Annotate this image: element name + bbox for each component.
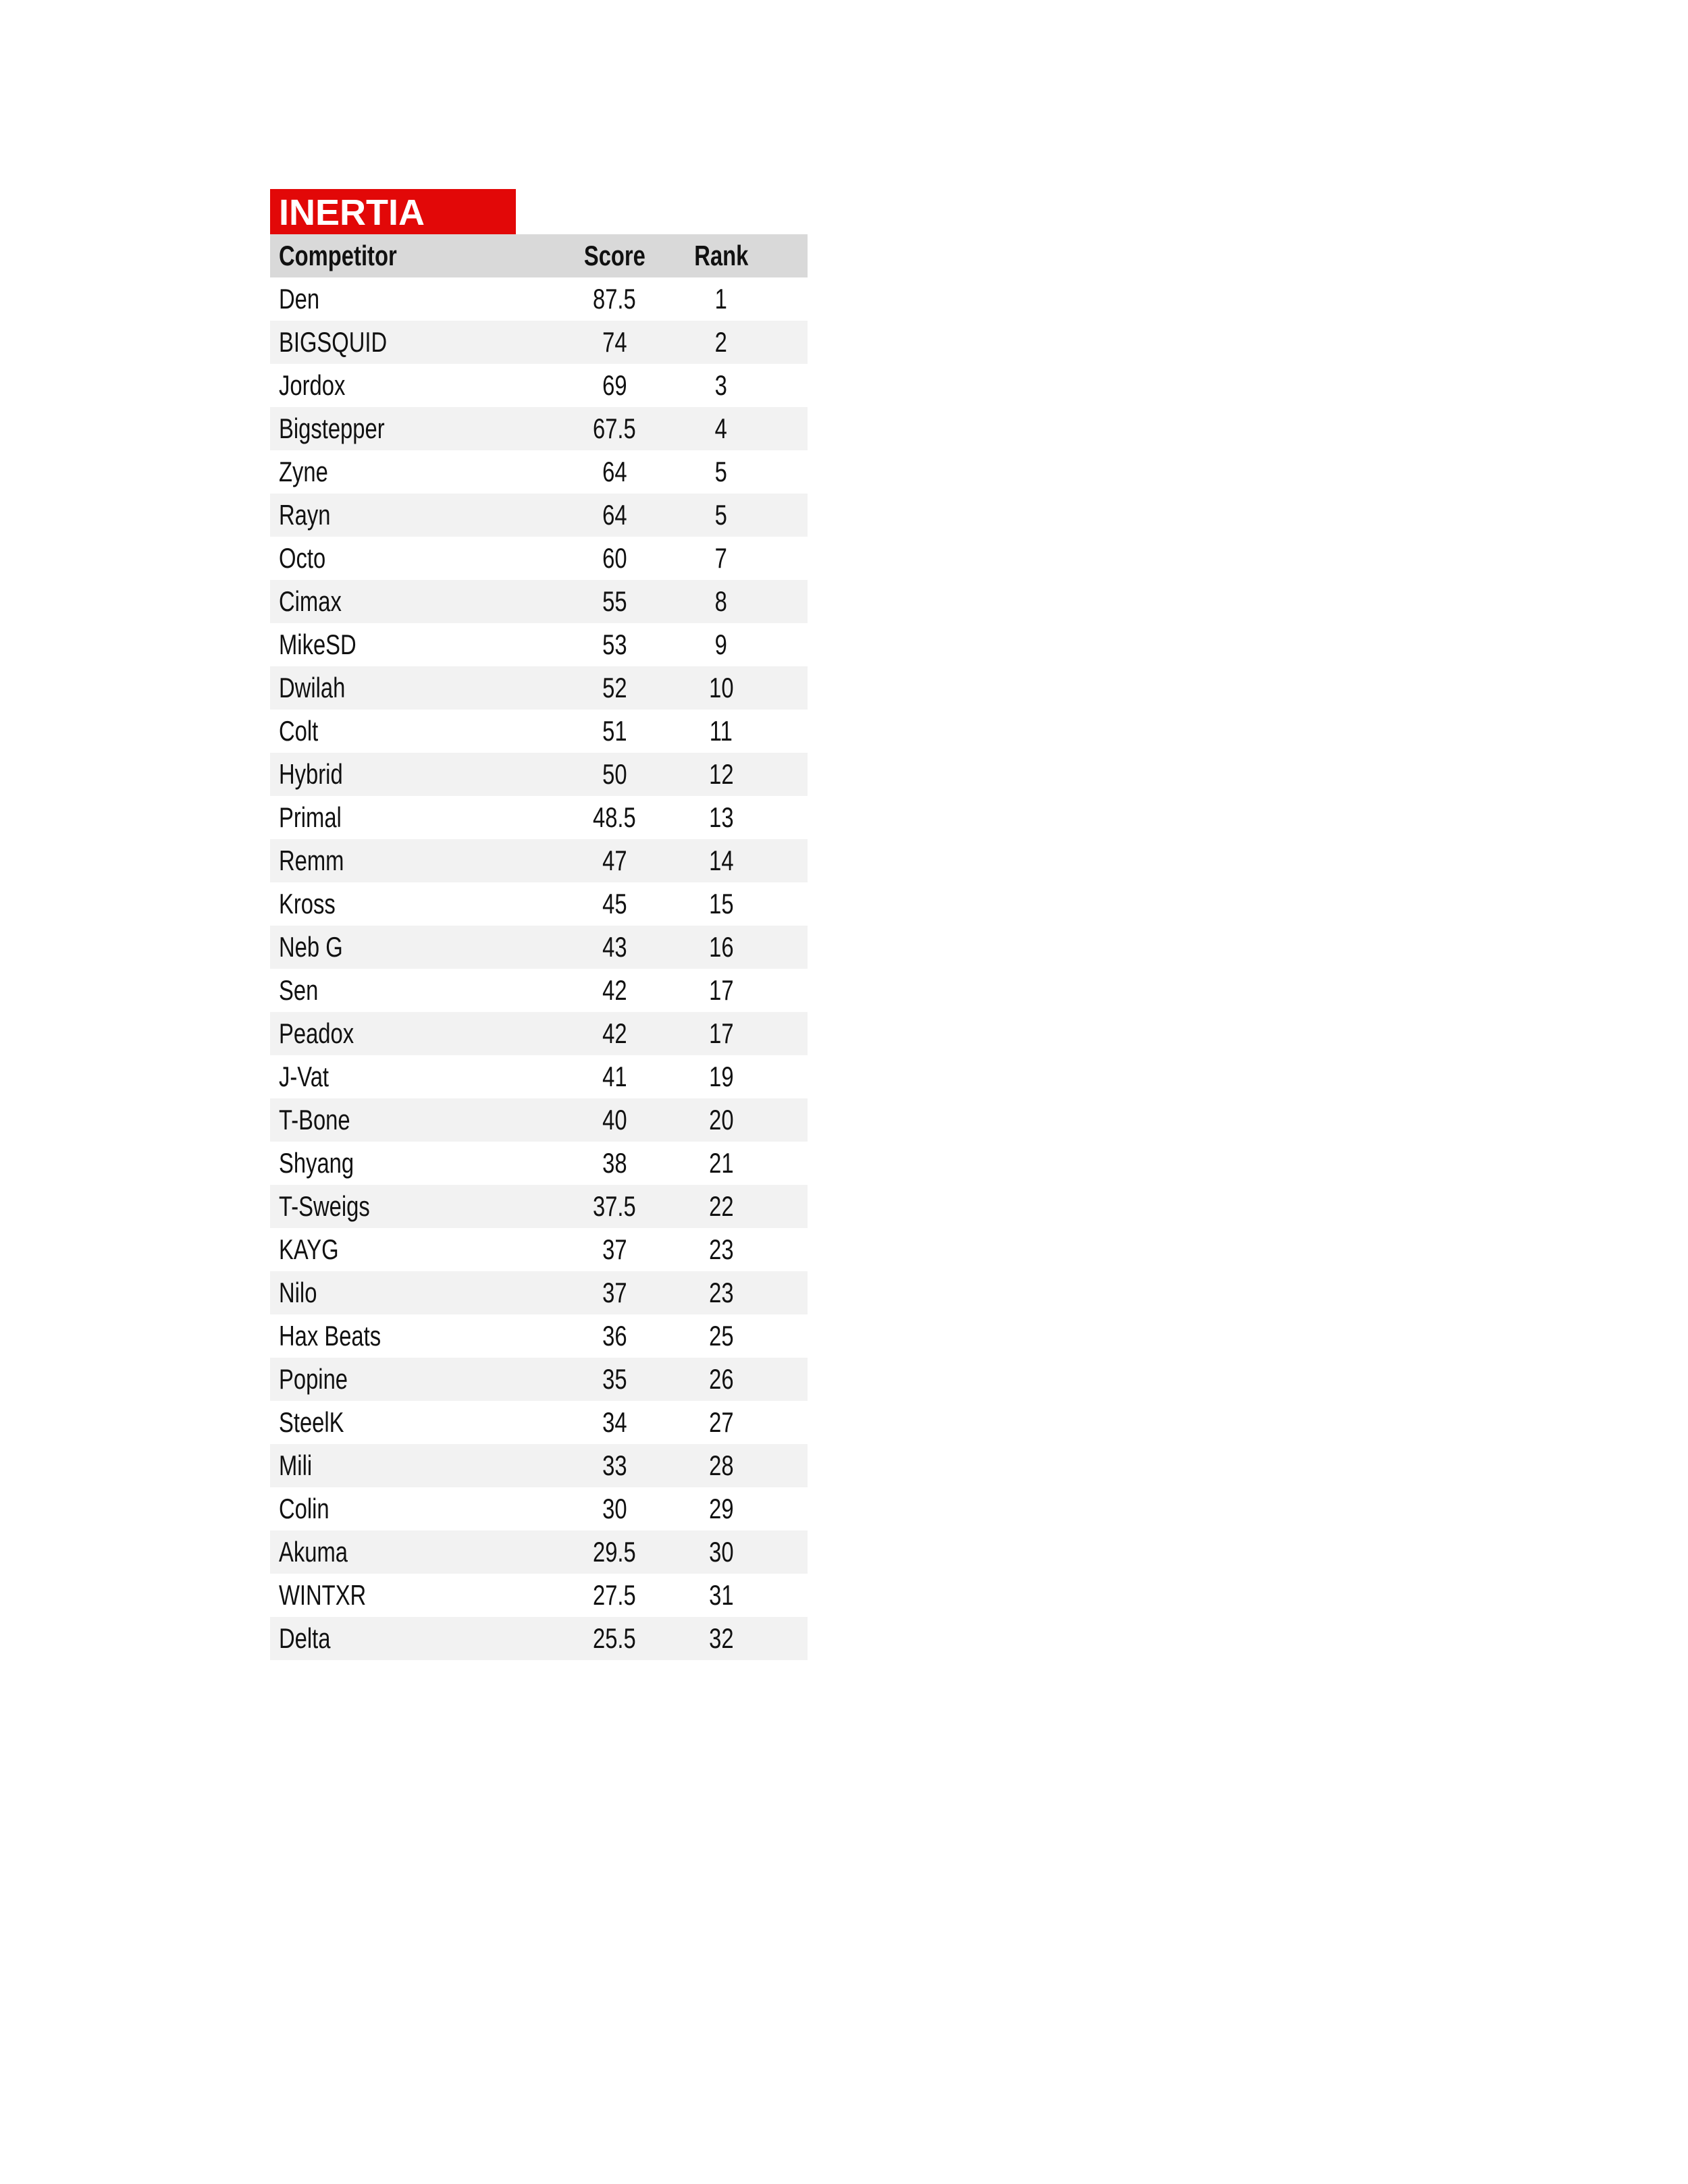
table-row	[270, 1617, 808, 1660]
competitor-cell: WINTXR	[279, 1579, 367, 1611]
column-header-competitor: Competitor	[279, 240, 397, 271]
score-cell: 37.5	[593, 1190, 636, 1222]
table-row	[270, 623, 808, 666]
score-cell: 74	[602, 326, 627, 358]
score-cell: 37	[602, 1233, 627, 1265]
rank-cell: 31	[708, 1579, 734, 1611]
table-row	[270, 1314, 808, 1358]
rank-cell: 11	[709, 715, 733, 747]
competitor-cell: MikeSD	[279, 629, 357, 660]
score-cell: 42	[602, 974, 627, 1006]
rank-cell: 26	[708, 1363, 734, 1395]
score-cell: 53	[602, 629, 627, 660]
table-row	[270, 1487, 808, 1530]
competitor-cell: Primal	[279, 801, 342, 833]
competitor-cell: Colin	[279, 1493, 329, 1524]
competitor-cell: Peadox	[279, 1017, 354, 1049]
table-row	[270, 1012, 808, 1055]
score-cell: 27.5	[593, 1579, 636, 1611]
rank-cell: 32	[708, 1622, 734, 1654]
score-cell: 37	[602, 1277, 627, 1308]
competitor-cell: J-Vat	[279, 1061, 329, 1092]
table-row	[270, 494, 808, 537]
table-row	[270, 753, 808, 796]
score-cell: 35	[602, 1363, 627, 1395]
table-row	[270, 1358, 808, 1401]
competitor-cell: Octo	[279, 542, 326, 574]
rank-cell: 7	[714, 542, 728, 574]
column-header-score: Score	[583, 240, 645, 271]
table-row	[270, 537, 808, 580]
rank-cell: 1	[714, 283, 728, 315]
rank-cell: 12	[708, 758, 734, 790]
table-row	[270, 1185, 808, 1228]
competitor-cell: SteelK	[279, 1406, 344, 1438]
table-row	[270, 1055, 808, 1098]
score-cell: 41	[602, 1061, 627, 1092]
table-row	[270, 1444, 808, 1487]
competitor-cell: T-Bone	[279, 1104, 350, 1136]
score-cell: 33	[602, 1449, 627, 1481]
standings-sheet	[270, 189, 808, 1660]
rank-cell: 29	[708, 1493, 734, 1524]
competitor-cell: Cimax	[279, 585, 342, 617]
rank-cell: 9	[714, 629, 728, 660]
table-row	[270, 277, 808, 321]
score-cell: 43	[602, 931, 627, 963]
table-row	[270, 450, 808, 494]
score-cell: 36	[602, 1320, 627, 1352]
table-row	[270, 1574, 808, 1617]
table-row	[270, 796, 808, 839]
table-row	[270, 1530, 808, 1574]
score-cell: 48.5	[593, 801, 636, 833]
standings-rows	[270, 277, 808, 1660]
header-row	[270, 234, 808, 277]
rank-cell: 15	[708, 888, 734, 920]
competitor-cell: Remm	[279, 845, 344, 876]
table-row	[270, 1228, 808, 1271]
competitor-cell: Zyne	[279, 456, 328, 487]
rank-cell: 19	[708, 1061, 734, 1092]
score-cell: 42	[602, 1017, 627, 1049]
score-cell: 69	[602, 369, 627, 401]
table-row	[270, 969, 808, 1012]
competitor-cell: BIGSQUID	[279, 326, 388, 358]
rank-cell: 4	[714, 412, 728, 444]
competitor-cell: Hax Beats	[279, 1320, 381, 1352]
competitor-cell: Nilo	[279, 1277, 317, 1308]
competitor-cell: Bigstepper	[279, 412, 385, 444]
score-cell: 25.5	[593, 1622, 636, 1654]
table-row	[270, 407, 808, 450]
table-row	[270, 926, 808, 969]
rank-cell: 23	[708, 1233, 734, 1265]
competitor-cell: Neb G	[279, 931, 343, 963]
table-row	[270, 364, 808, 407]
rank-cell: 16	[708, 931, 734, 963]
competitor-cell: Mili	[279, 1449, 313, 1481]
score-cell: 51	[602, 715, 627, 747]
rank-cell: 20	[708, 1104, 734, 1136]
rank-cell: 5	[714, 499, 728, 531]
competitor-cell: Akuma	[279, 1536, 348, 1568]
competitor-cell: Colt	[279, 715, 319, 747]
score-cell: 50	[602, 758, 627, 790]
rank-cell: 28	[708, 1449, 734, 1481]
score-cell: 52	[602, 672, 627, 703]
rank-cell: 8	[714, 585, 728, 617]
score-cell: 67.5	[593, 412, 636, 444]
competitor-cell: Den	[279, 283, 320, 315]
rank-cell: 13	[708, 801, 734, 833]
sheet-title: INERTIA	[270, 189, 516, 234]
competitor-cell: Shyang	[279, 1147, 354, 1179]
table-row	[270, 1271, 808, 1314]
table-row	[270, 580, 808, 623]
competitor-cell: T-Sweigs	[279, 1190, 370, 1222]
rank-cell: 21	[708, 1147, 734, 1179]
score-cell: 40	[602, 1104, 627, 1136]
rank-cell: 5	[714, 456, 728, 487]
score-cell: 64	[602, 456, 627, 487]
rank-cell: 17	[708, 974, 734, 1006]
competitor-cell: Kross	[279, 888, 336, 920]
table-row	[270, 1401, 808, 1444]
score-cell: 55	[602, 585, 627, 617]
score-cell: 87.5	[593, 283, 636, 315]
rank-cell: 22	[708, 1190, 734, 1222]
rank-cell: 17	[708, 1017, 734, 1049]
competitor-cell: Popine	[279, 1363, 348, 1395]
table-row	[270, 882, 808, 926]
score-cell: 47	[602, 845, 627, 876]
competitor-cell: KAYG	[279, 1233, 339, 1265]
competitor-cell: Hybrid	[279, 758, 343, 790]
competitor-cell: Delta	[279, 1622, 331, 1654]
score-cell: 45	[602, 888, 627, 920]
standings-table	[270, 234, 808, 1660]
rank-cell: 2	[714, 326, 728, 358]
table-row	[270, 321, 808, 364]
competitor-cell: Rayn	[279, 499, 331, 531]
rank-cell: 14	[708, 845, 734, 876]
rank-cell: 30	[708, 1536, 734, 1568]
competitor-cell: Sen	[279, 974, 319, 1006]
score-cell: 60	[602, 542, 627, 574]
rank-cell: 25	[708, 1320, 734, 1352]
table-row	[270, 839, 808, 882]
rank-cell: 10	[708, 672, 734, 703]
score-cell: 30	[602, 1493, 627, 1524]
column-header-rank: Rank	[693, 240, 749, 271]
score-cell: 34	[602, 1406, 627, 1438]
table-row	[270, 666, 808, 710]
rank-cell: 3	[714, 369, 728, 401]
table-row	[270, 1142, 808, 1185]
rank-cell: 23	[708, 1277, 734, 1308]
table-row	[270, 1098, 808, 1142]
score-cell: 64	[602, 499, 627, 531]
score-cell: 38	[602, 1147, 627, 1179]
competitor-cell: Dwilah	[279, 672, 346, 703]
table-row	[270, 710, 808, 753]
rank-cell: 27	[708, 1406, 734, 1438]
score-cell: 29.5	[593, 1536, 636, 1568]
competitor-cell: Jordox	[279, 369, 346, 401]
